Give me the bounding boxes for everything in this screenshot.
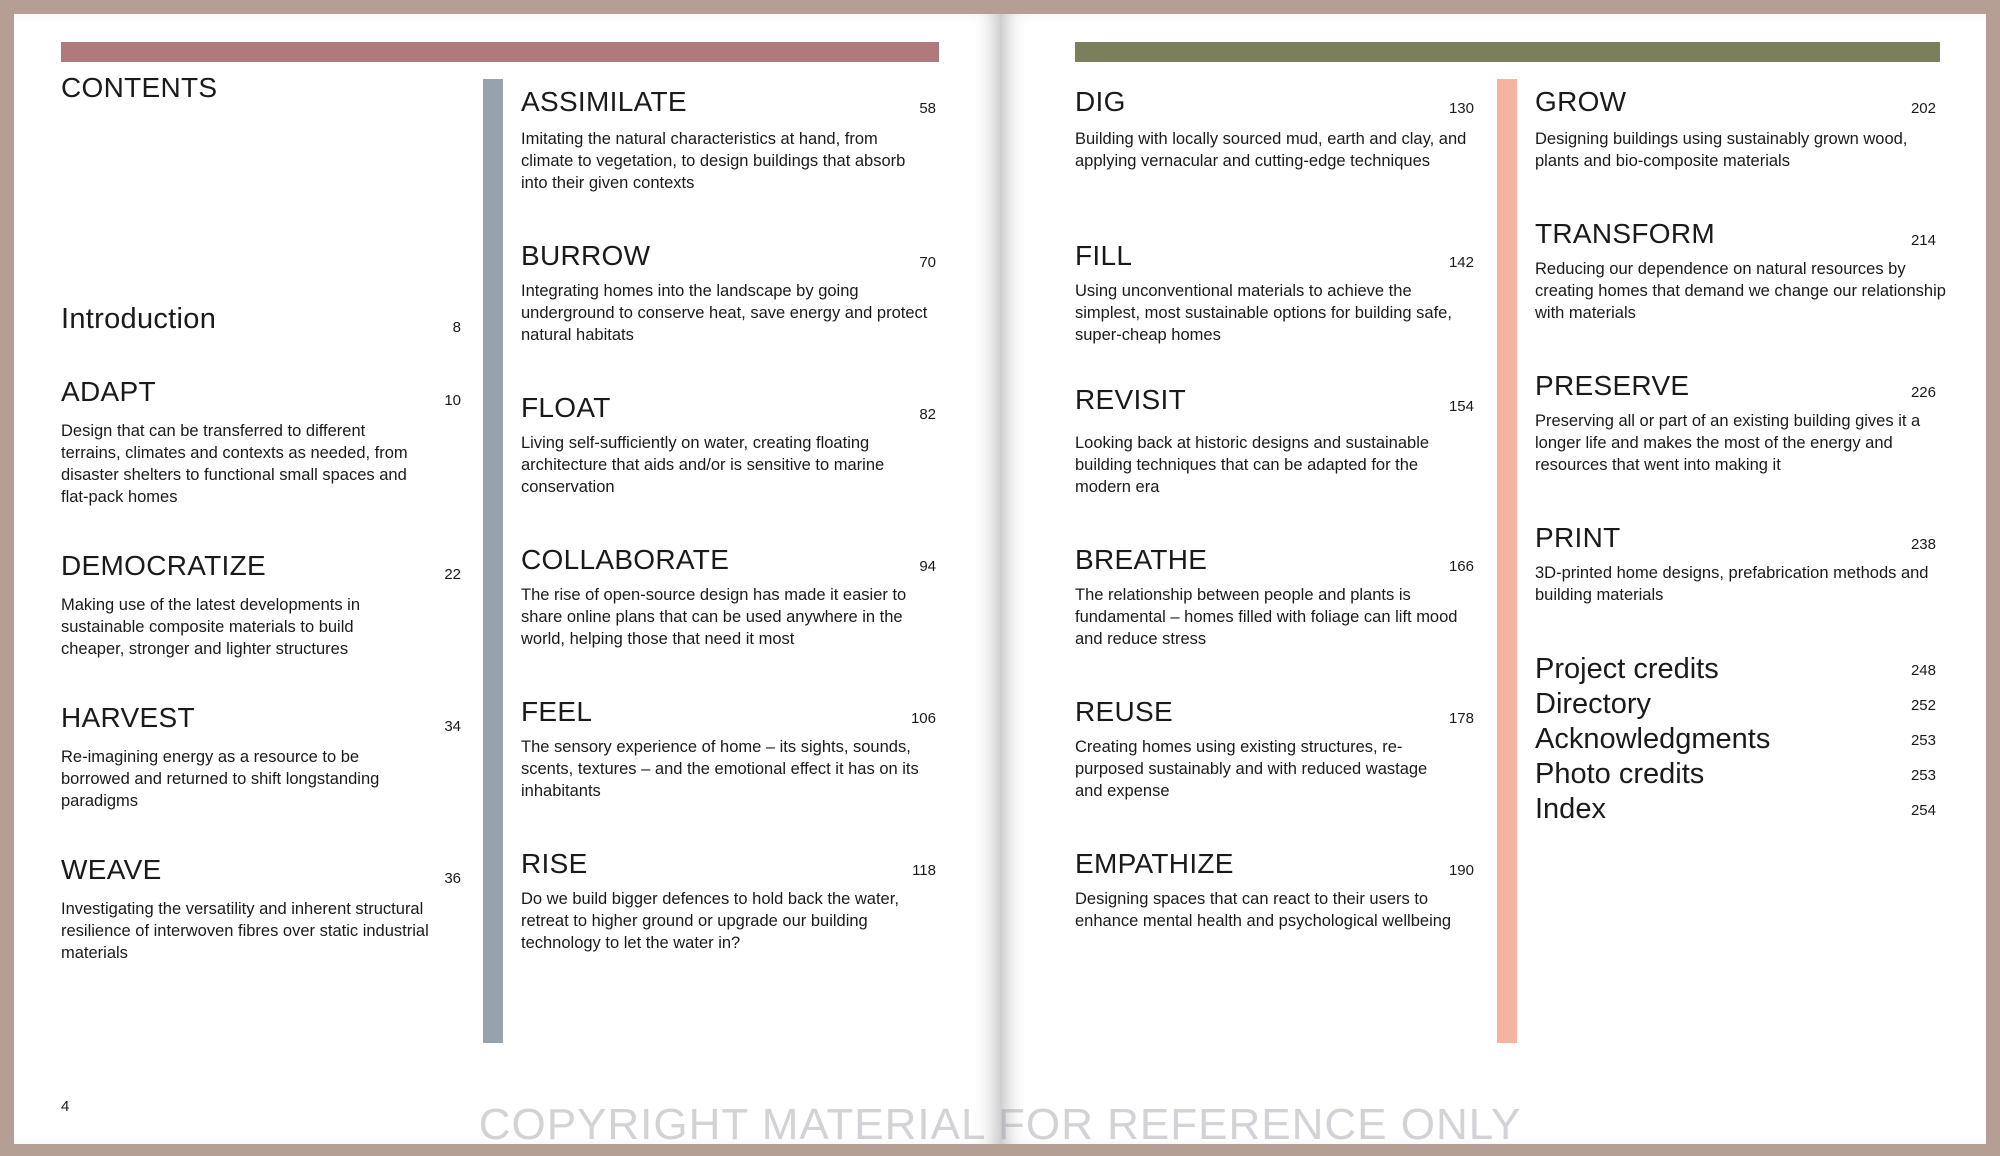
contents-title: CONTENTS: [61, 72, 218, 103]
toc-entry-page: 214: [1910, 232, 1936, 249]
toc-entry-page: 34: [444, 718, 461, 735]
toc-entry-page: 238: [1910, 536, 1936, 553]
back-matter-page: 253: [1910, 732, 1936, 749]
toc-entry-page: 142: [1448, 254, 1474, 271]
toc-entry-desc: Investigating the versatility and inherent structural resilience of interwoven fibres over static industrial materials: [61, 900, 429, 962]
toc-entry-desc: Designing buildings using sustainably grown wood, plants and bio-composite materials: [1535, 130, 1908, 170]
back-matter-page: 253: [1910, 767, 1936, 784]
toc-entry-page: 226: [1910, 384, 1936, 401]
toc-entry-desc: Using unconventional materials to achieve the simplest, most sustainable options for building safe, super-cheap homes: [1075, 282, 1452, 344]
right-divider-bar: [1497, 79, 1517, 1043]
toc-entry-desc: Living self-sufficiently on water, creating floating architecture that aids and/or is sensitive to marine conservation: [521, 434, 885, 496]
back-matter-item[interactable]: [1535, 687, 1936, 722]
left-page: [14, 14, 1000, 1144]
toc-entry-page: 178: [1448, 710, 1474, 727]
toc-entry-desc: Creating homes using existing structures, re-purposed sustainably and with reduced wastage and expense: [1075, 738, 1428, 800]
toc-entry-desc: The sensory experience of home – its sights, sounds, scents, textures – and the emotional effect it has on its inhabitants: [521, 738, 919, 800]
toc-entry-page: 118: [912, 862, 936, 879]
toc-entry-title: RISE: [521, 848, 588, 879]
back-matter-item[interactable]: [1535, 652, 1936, 687]
back-matter-title: Project credits: [1535, 653, 1719, 685]
toc-entry-title: REVISIT: [1075, 384, 1187, 415]
toc-entry-page: 70: [919, 254, 936, 271]
toc-entry-title: GROW: [1535, 86, 1627, 117]
toc-intro-page: 8: [452, 319, 461, 336]
back-matter-page: 248: [1910, 662, 1936, 679]
left-top-color-bar: [61, 42, 939, 62]
toc-entry-desc: Reducing our dependence on natural resources by creating homes that demand we change our relationship with materials: [1535, 260, 1946, 322]
toc-entry-title: BREATHE: [1075, 544, 1208, 575]
toc-entry-desc: Design that can be transferred to different terrains, climates and contexts as needed, from disaster shelters to functional small spaces and flat-pack homes: [61, 422, 408, 506]
back-matter-title: Directory: [1535, 688, 1652, 720]
toc-entry-page: 166: [1448, 558, 1474, 575]
toc-entry-title: FEEL: [521, 696, 593, 727]
toc-entry-page: 82: [919, 406, 936, 423]
toc-entry-desc: Preserving all or part of an existing building gives it a longer life and makes the most of the energy and resources that went into making it: [1535, 412, 1921, 474]
toc-entry-desc: Integrating homes into the landscape by going underground to conserve heat, save energy and protect natural habitats: [521, 282, 928, 344]
toc-entry-title: BURROW: [521, 240, 651, 271]
left-divider-bar: [483, 79, 503, 1043]
back-matter-page: 252: [1910, 697, 1936, 714]
toc-entry-page: 130: [1448, 100, 1474, 117]
back-matter-list: [1535, 652, 1936, 827]
copyright-watermark: COPYRIGHT MATERIAL FOR REFERENCE ONLY: [478, 1100, 1522, 1149]
toc-entry-title: TRANSFORM: [1535, 218, 1716, 249]
toc-entry-title: PRESERVE: [1535, 370, 1690, 401]
toc-intro-title[interactable]: Introduction: [61, 303, 217, 335]
back-matter-item[interactable]: [1535, 792, 1936, 827]
toc-entry-title: EMPATHIZE: [1075, 848, 1234, 879]
toc-entry-page: 190: [1448, 862, 1474, 879]
toc-entry-desc: Do we build bigger defences to hold back the water, retreat to higher ground or upgrade our building technology to let the water in?: [521, 890, 899, 952]
right-page: [1000, 14, 1986, 1144]
toc-entry-desc: The relationship between people and plants is fundamental – homes filled with foliage can lift mood and reduce stress: [1075, 586, 1458, 648]
page-number: 4: [61, 1098, 70, 1115]
toc-entry-title: DEMOCRATIZE: [61, 550, 267, 581]
toc-entry-title: PRINT: [1535, 522, 1621, 553]
toc-entry-title: COLLABORATE: [521, 544, 730, 575]
toc-entry-page: 10: [444, 392, 461, 409]
right-top-color-bar: [1075, 42, 1940, 62]
back-matter-item[interactable]: [1535, 757, 1936, 792]
back-matter-title: Photo credits: [1535, 758, 1705, 790]
toc-entry-desc: Building with locally sourced mud, earth and clay, and applying vernacular and cutting-edge techniques: [1075, 130, 1467, 170]
toc-entry-desc: Designing spaces that can react to their users to enhance mental health and psychological wellbeing: [1075, 890, 1452, 930]
toc-entry-page: 94: [919, 558, 936, 575]
toc-entry-page: 106: [910, 710, 936, 727]
toc-entry-desc: Imitating the natural characteristics at hand, from climate to vegetation, to design buildings that absorb into their given contexts: [521, 130, 906, 192]
toc-entry-page: 202: [1910, 100, 1936, 117]
toc-entry-title: FILL: [1075, 240, 1133, 271]
toc-entry-desc: Looking back at historic designs and sustainable building techniques that can be adapted for the modern era: [1075, 434, 1430, 496]
back-matter-page: 254: [1910, 802, 1936, 819]
back-matter-item[interactable]: [1535, 722, 1936, 757]
toc-entry-page: 22: [444, 566, 461, 583]
toc-entry-page: 154: [1448, 398, 1474, 415]
back-matter-title: Acknowledgments: [1535, 723, 1771, 755]
toc-entry-page: 58: [919, 100, 936, 117]
toc-entry-title: FLOAT: [521, 392, 611, 423]
toc-entry-page: 36: [444, 870, 461, 887]
back-matter-title: Index: [1535, 793, 1606, 825]
toc-entry-title: ASSIMILATE: [521, 86, 687, 117]
toc-entry-desc: The rise of open-source design has made it easier to share online plans that can be used anywhere in the world, helping those that need it most: [521, 586, 907, 648]
toc-entry-title: DIG: [1075, 86, 1126, 117]
toc-entry-title: ADAPT: [61, 376, 156, 407]
toc-entry-title: HARVEST: [61, 702, 195, 733]
toc-entry-title: WEAVE: [61, 854, 162, 885]
toc-entry-desc: Making use of the latest developments in sustainable composite materials to build cheaper, stronger and lighter structures: [61, 596, 361, 658]
toc-entry-desc: Re-imagining energy as a resource to be borrowed and returned to shift longstanding paradigms: [61, 748, 380, 810]
toc-entry-title: REUSE: [1075, 696, 1173, 727]
toc-entry-desc: 3D-printed home designs, prefabrication methods and building materials: [1535, 564, 1929, 604]
